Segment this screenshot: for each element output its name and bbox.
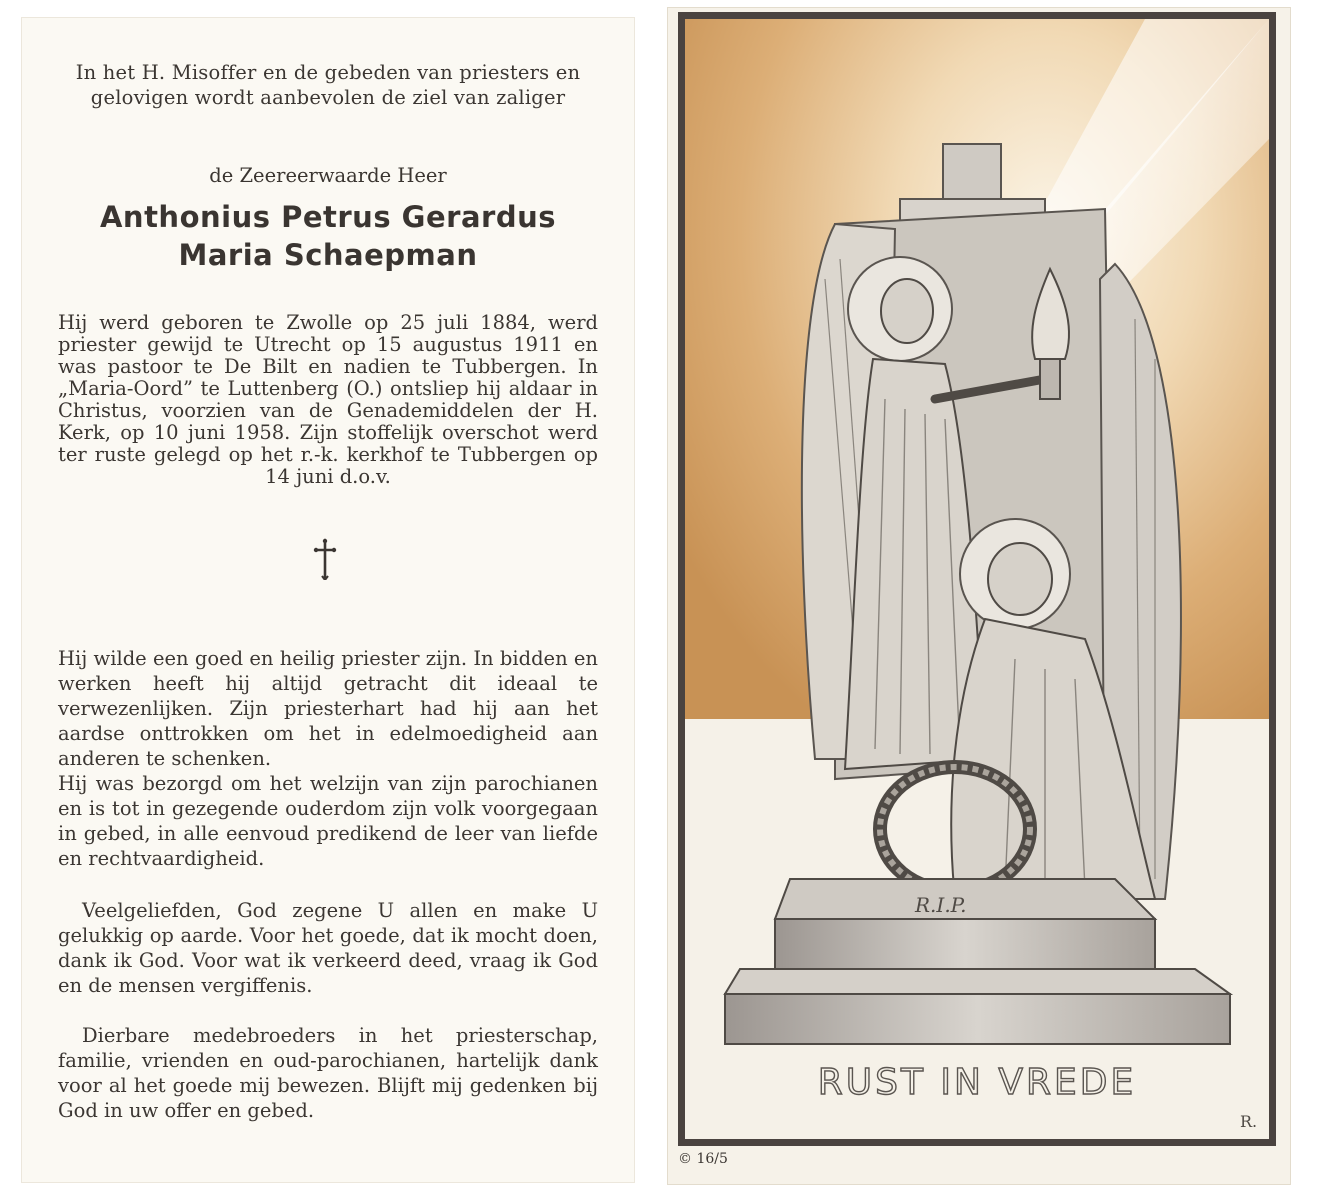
angels-illustration [685,19,1269,1139]
paragraph-ideal [58,646,598,871]
honorific-title: de Zeereerwaarde Heer [209,164,447,187]
paragraph-thanks: Dierbare medebroeders in het priesterschap, familie, vrienden en oud-parochianen, hartelijk dank voor al het goede mij bewezen. Blijft mij gedenken bij God in uw offer en gebed. [58,1024,598,1122]
name-line-2: Maria Schaepman [178,238,478,272]
copyright-mark: © 16/5 [678,1151,728,1167]
artist-mark: R. [1240,1112,1258,1131]
cross-icon [312,538,338,580]
tomb-inscription: R.I.P. [915,893,967,917]
prayer-card-image-side [668,8,1290,1184]
name-line-1: Anthonius Petrus Gerardus [99,200,556,234]
picture-frame [678,12,1276,1146]
prayer-card-text-side [22,18,634,1182]
deceased-name [22,198,634,274]
paragraph-1a: Hij wilde een goed en heilig priester zijn. In bidden en werken heeft hij altijd getracht dit ideaal te verwezenlijken. Zijn priesterhart had hij aan het aardse onttrokken om het in edelmoedigheid aan anderen te schenken. [58,647,598,770]
motto-text: RUST IN VREDE [817,1062,1137,1103]
intro-text: In het H. Misoffer en de gebeden van priesters en gelovigen wordt aanbevolen de ziel van zaliger [75,61,581,109]
biography-text: Hij werd geboren te Zwolle op 25 juli 1884, werd priester gewijd te Utrecht op 15 augustus 1911 en was pastoor te De Bilt en nadien te Tubbergen. In „Maria-Oord” te Luttenberg (O.) ontsliep hij aldaar in Christus, voorzien van de Genademiddelen der H. Kerk, op 10 juni 1958. Zijn stoffelijk overschot werd ter ruste gelegd op het r.-k. kerkhof te Tubbergen op 14 juni d.o.v. [58,311,598,488]
paragraph-1b: Hij was bezorgd om het welzijn van zijn parochianen en is tot in gezegende ouderdom zijn volk voorgegaan in gebed, in alle eenvoud predikend de leer van liefde en rechtvaardigheid. [58,772,598,870]
paragraph-blessing: Veelgeliefden, God zegene U allen en make U gelukkig op aarde. Voor het goede, dat ik mocht doen, dank ik God. Voor wat ik verkeerd deed, vraag ik God en de mensen vergiffenis. [58,899,598,997]
